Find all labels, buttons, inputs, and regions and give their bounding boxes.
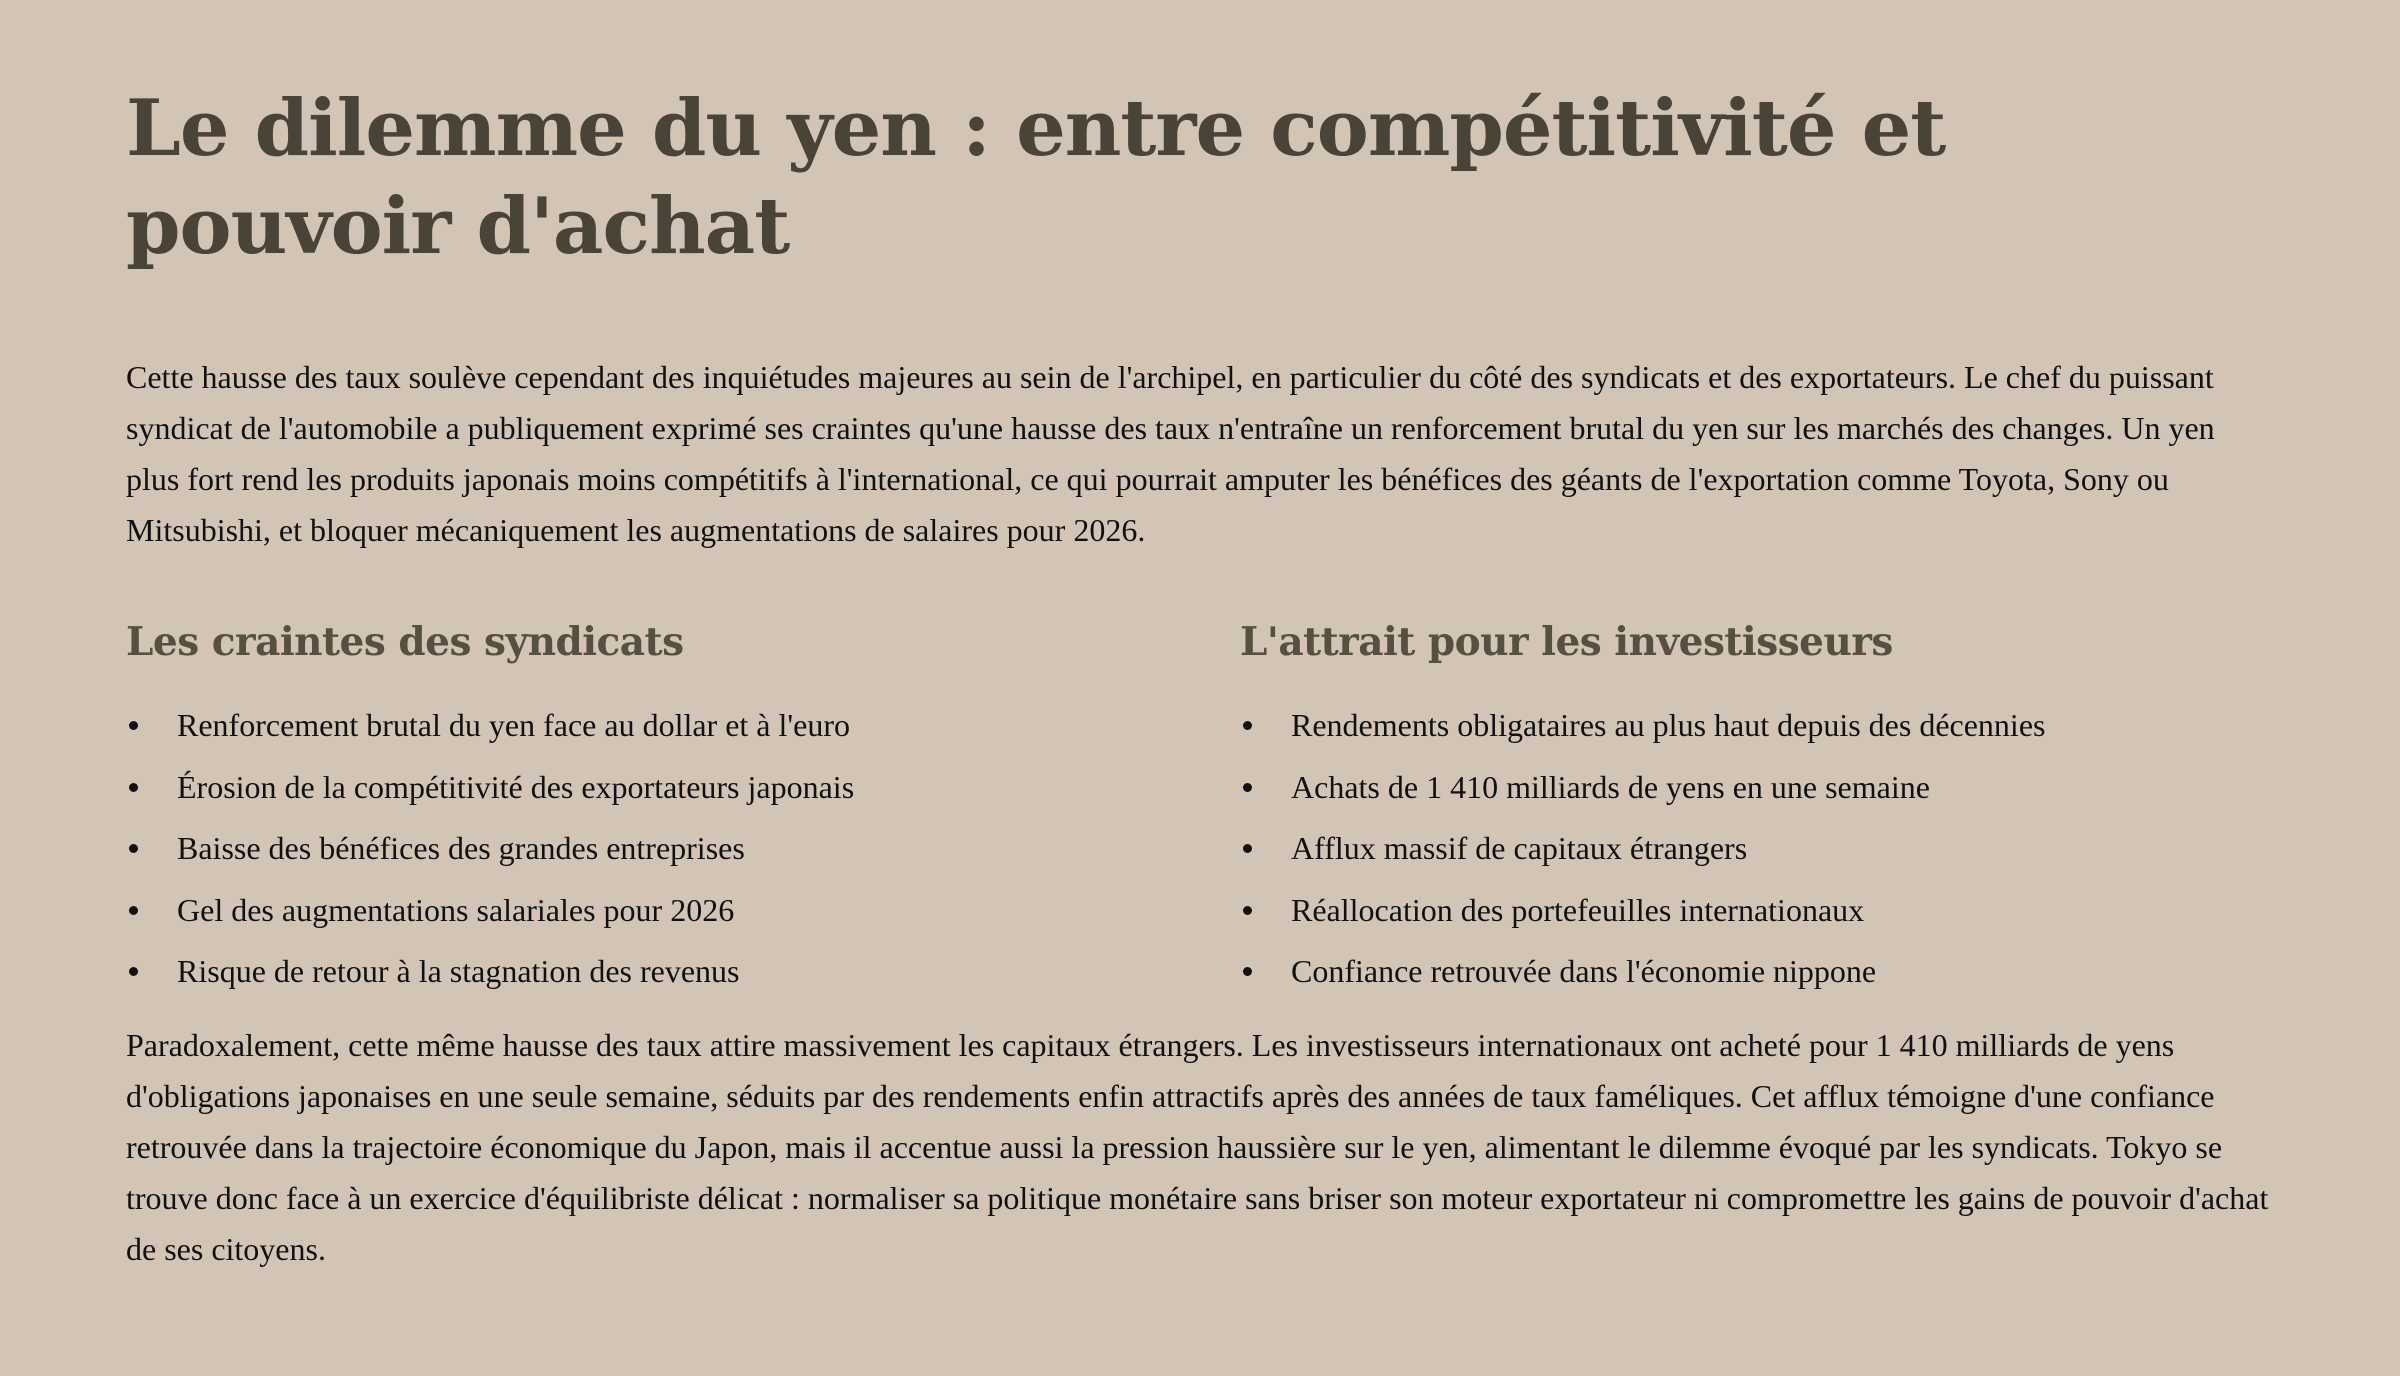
two-column-section xyxy=(126,616,2274,1014)
investors-appeal-list xyxy=(1240,706,2274,990)
list-item xyxy=(1240,952,2274,990)
unions-fears-heading: Les craintes des syndicats xyxy=(126,619,684,665)
list-item xyxy=(126,768,1240,806)
list-item-text: Risque de retour à la stagnation des revenus xyxy=(177,953,740,989)
list-item xyxy=(126,829,1240,867)
bullet-icon xyxy=(1243,783,1252,792)
intro-paragraph: Cette hausse des taux soulève cependant des inquiétudes majeures au sein de l'archipel, en particulier du côté des syndicats et des exportateurs. Le chef du puissant syndicat de l'automobile a publiquement exprimé ses craintes qu'une hausse des taux n'entraîne un renforcement brutal du yen sur les marchés des changes. Un yen plus fort rend les produits japonais moins compétitifs à l'international, ce qui pourrait amputer les bénéfices des géants de l'exportation comme Toyota, Sony ou Mitsubishi, et bloquer mécaniquement les augmentations de salaires pour 2026. xyxy=(126,359,2215,548)
list-item-text: Afflux massif de capitaux étrangers xyxy=(1291,830,1748,866)
list-item xyxy=(1240,891,2274,929)
list-item xyxy=(126,706,1240,744)
bullet-icon xyxy=(129,721,138,730)
list-item xyxy=(126,952,1240,990)
list-item xyxy=(126,891,1240,929)
bullet-icon xyxy=(1243,844,1252,853)
list-item-text: Baisse des bénéfices des grandes entreprises xyxy=(177,830,745,866)
list-item xyxy=(1240,768,2274,806)
unions-fears-column xyxy=(126,616,1240,1014)
bullet-icon xyxy=(1243,967,1252,976)
list-item-text: Achats de 1 410 milliards de yens en une semaine xyxy=(1291,768,1930,805)
list-item xyxy=(1240,829,2274,867)
outro-paragraph: Paradoxalement, cette même hausse des taux attire massivement les capitaux étrangers. Les investisseurs internationaux ont acheté pour 1 410 milliards de yens d'obligations japonaises en une seule semaine, séduits par des rendements enfin attractifs après des années de taux faméliques. Cet afflux témoigne d'une confiance retrouvée dans la trajectoire économique du Japon, mais il accentue aussi la pression haussière sur le yen, alimentant le dilemme évoqué par les syndicats. Tokyo se trouve donc face à un exercice d'équilibriste délicat : normaliser sa politique monétaire sans briser son moteur exportateur ni compromettre les gains de pouvoir d'achat de ses citoyens. xyxy=(126,1026,2269,1267)
list-item-text: Rendements obligataires au plus haut depuis des décennies xyxy=(1291,707,2046,743)
list-item xyxy=(1240,706,2274,744)
bullet-icon xyxy=(1243,906,1252,915)
investors-appeal-heading: L'attrait pour les investisseurs xyxy=(1240,619,1893,665)
investors-appeal-column xyxy=(1240,616,2274,1014)
article-title: Le dilemme du yen : entre compétitivité et pouvoir d'achat xyxy=(126,83,1946,272)
list-item-text: Confiance retrouvée dans l'économie nippone xyxy=(1291,953,1877,989)
list-item-text: Gel des augmentations salariales pour 2026 xyxy=(177,891,735,928)
list-item-text: Érosion de la compétitivité des exportateurs japonais xyxy=(177,768,855,805)
bullet-icon xyxy=(1243,721,1252,730)
bullet-icon xyxy=(129,783,138,792)
bullet-icon xyxy=(129,967,138,976)
list-item-text: Réallocation des portefeuilles internationaux xyxy=(1291,891,1865,928)
list-item-text: Renforcement brutal du yen face au dollar et à l'euro xyxy=(177,707,851,743)
unions-fears-list xyxy=(126,706,1240,990)
bullet-icon xyxy=(129,906,138,915)
bullet-icon xyxy=(129,844,138,853)
